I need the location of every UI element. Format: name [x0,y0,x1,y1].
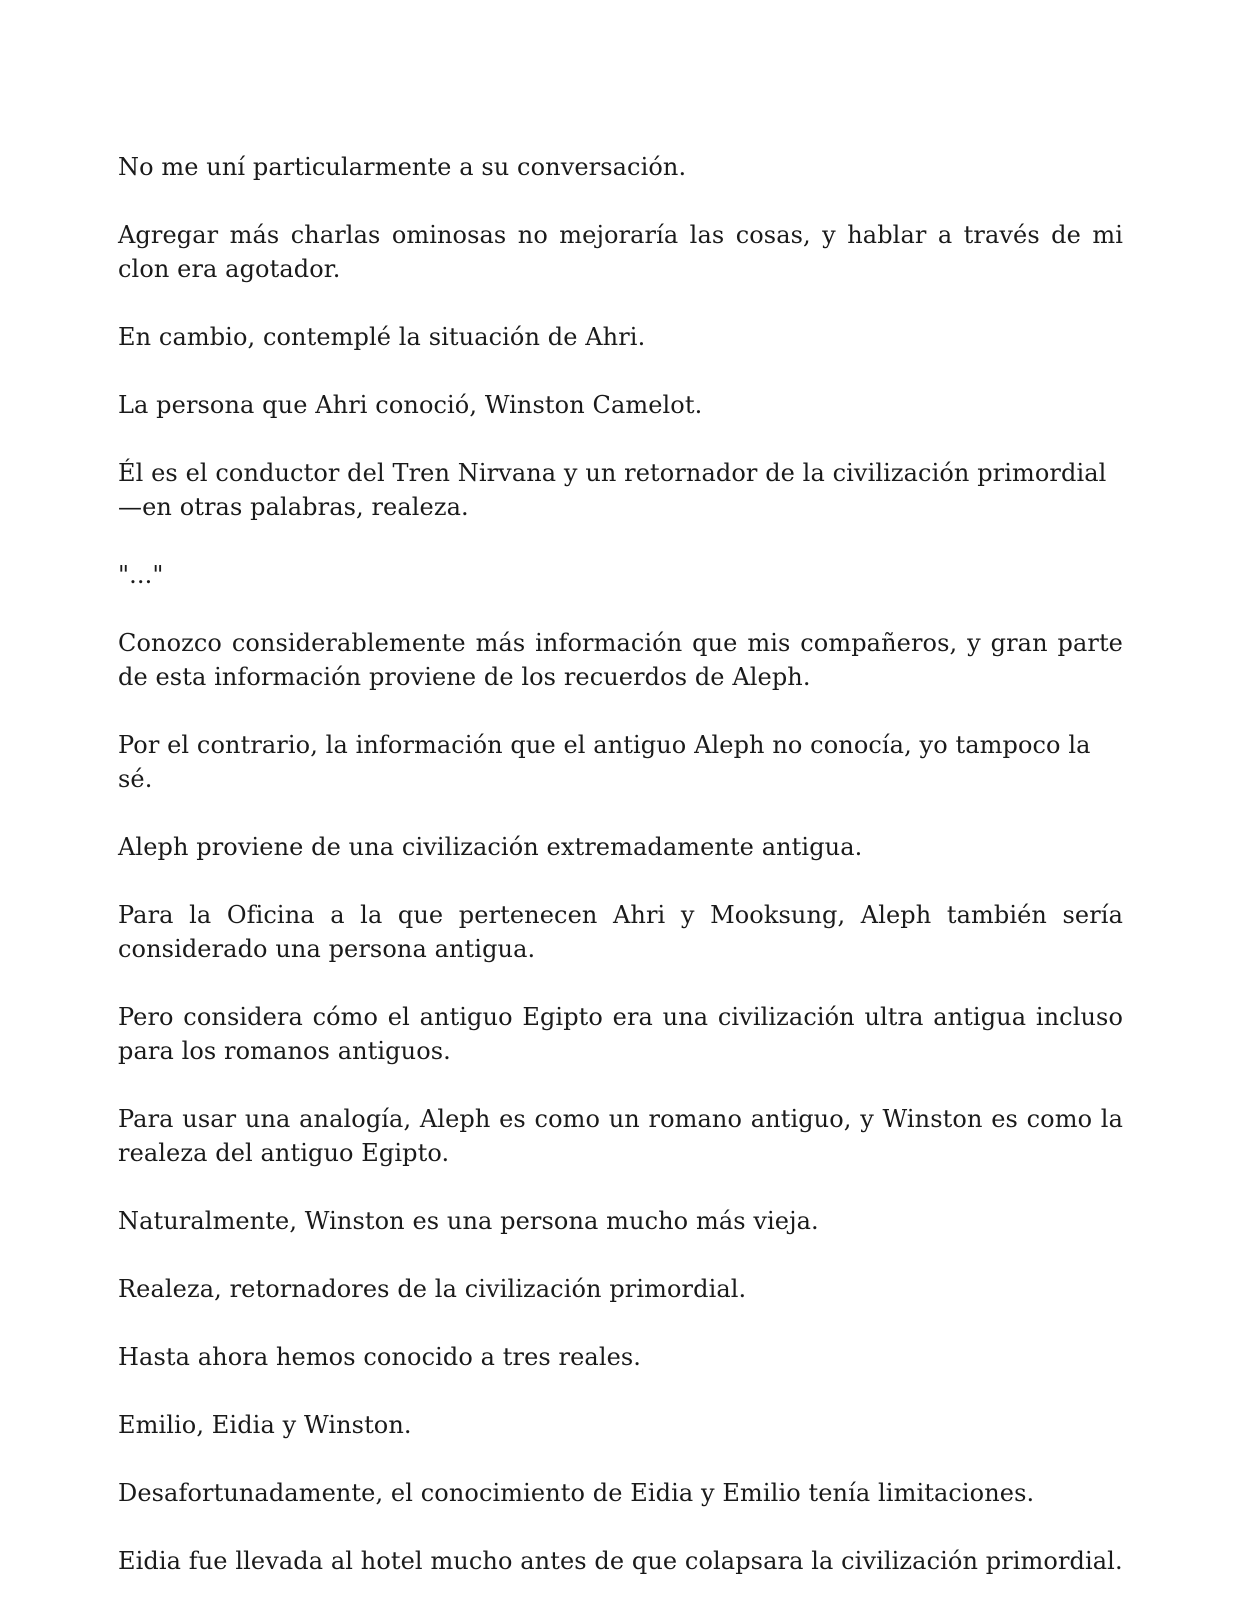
paragraph-14: Realeza, retornadores de la civilización primordial. [118,1275,747,1303]
paragraph-15: Hasta ahora hemos conocido a tres reales. [118,1343,642,1371]
paragraph-16: Emilio, Eidia y Winston. [118,1411,412,1439]
paragraph-10: Para la Oficina a la que pertenecen Ahri y Mooksung, Aleph también sería considerado una persona antigua. [118,901,1123,963]
paragraph-11: Pero considera cómo el antiguo Egipto era una civilización ultra antigua incluso para los romanos antiguos. [118,1003,1123,1065]
paragraph-13: Naturalmente, Winston es una persona mucho más vieja. [118,1207,819,1235]
paragraph-6: "..." [118,561,164,589]
paragraph-4: La persona que Ahri conoció, Winston Camelot. [118,391,703,419]
paragraph-8: Por el contrario, la información que el antiguo Aleph no conocía, yo tampoco la sé. [118,731,1091,793]
paragraph-1: No me uní particularmente a su conversación. [118,153,687,181]
paragraph-17: Desafortunadamente, el conocimiento de Eidia y Emilio tenía limitaciones. [118,1479,1035,1507]
paragraph-3: En cambio, contemplé la situación de Ahri. [118,323,646,351]
paragraph-9: Aleph proviene de una civilización extremadamente antigua. [118,833,863,861]
document-page [118,150,1123,1612]
paragraph-12: Para usar una analogía, Aleph es como un romano antiguo, y Winston es como la realeza del antiguo Egipto. [118,1105,1123,1167]
paragraph-2: Agregar más charlas ominosas no mejoraría las cosas, y hablar a través de mi clon era agotador. [118,221,1123,283]
paragraph-7: Conozco considerablemente más información que mis compañeros, y gran parte de esta información proviene de los recuerdos de Aleph. [118,629,1123,691]
paragraph-5: Él es el conductor del Tren Nirvana y un retornador de la civilización primordial—en otras palabras, realeza. [118,459,1107,521]
paragraph-18: Eidia fue llevada al hotel mucho antes de que colapsara la civilización primordial. [118,1547,1123,1575]
